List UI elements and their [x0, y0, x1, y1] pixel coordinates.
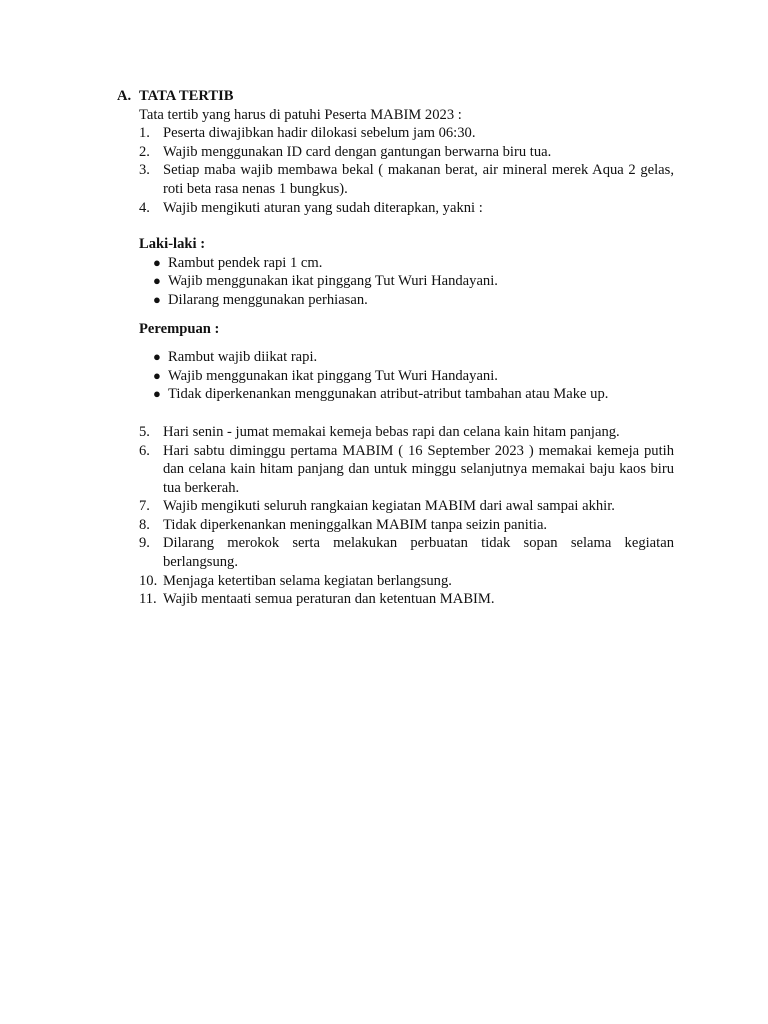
list-item [139, 272, 674, 291]
rule-item [139, 143, 674, 162]
list-item [139, 348, 674, 367]
rule-text: Setiap maba wajib membawa bekal ( makanan berat, air mineral merek Aqua 2 gelas, roti beta rasa nenas 1 bungkus). [163, 162, 674, 197]
list-item [139, 254, 674, 273]
rule-item [139, 516, 674, 535]
list-item [139, 291, 674, 310]
rule-number: 10. [139, 572, 158, 589]
rule-item [139, 497, 674, 516]
rule-number: 3. [139, 162, 150, 179]
section-tata-tertib [117, 87, 674, 609]
list-item-text: Wajib menggunakan ikat pinggang Tut Wuri Handayani. [168, 273, 498, 290]
rule-text: Wajib mengikuti aturan yang sudah diterapkan, yakni : [163, 199, 483, 216]
rule-text: Menjaga ketertiban selama kegiatan berlangsung. [163, 572, 452, 589]
list-item-text: Dilarang menggunakan perhiasan. [168, 291, 368, 308]
female-rules-list [139, 348, 674, 404]
rule-number: 4. [139, 199, 150, 216]
bullet-icon: ● [153, 273, 161, 289]
spacer [117, 404, 674, 423]
rule-text: Hari senin - jumat memakai kemeja bebas rapi dan celana kain hitam panjang. [163, 423, 620, 440]
rule-number: 6. [139, 442, 150, 459]
spacer [117, 217, 674, 235]
rule-item [139, 534, 674, 571]
bullet-icon: ● [153, 367, 161, 383]
bullet-icon: ● [153, 254, 161, 270]
rule-text: Wajib menggunakan ID card dengan gantungan berwarna biru tua. [163, 143, 552, 160]
list-item-text: Rambut pendek rapi 1 cm. [168, 254, 323, 271]
list-item-text: Tidak diperkenankan menggunakan atribut-atribut tambahan atau Make up. [168, 386, 609, 403]
list-item [139, 367, 674, 386]
bullet-icon: ● [153, 349, 161, 365]
spacer [117, 338, 674, 348]
rule-item [139, 590, 674, 609]
list-item [139, 385, 674, 404]
section-title: TATA TERTIB [139, 88, 234, 104]
rules-list-a [139, 124, 674, 217]
rule-number: 5. [139, 423, 150, 440]
rule-number: 7. [139, 498, 150, 515]
rule-item [139, 442, 674, 498]
section-intro: Tata tertib yang harus di patuhi Peserta MABIM 2023 : [139, 106, 462, 123]
list-item-text: Wajib menggunakan ikat pinggang Tut Wuri Handayani. [168, 367, 498, 384]
rule-text: Wajib mentaati semua peraturan dan ketentuan MABIM. [163, 591, 495, 608]
rule-item [139, 199, 674, 218]
rule-text: Tidak diperkenankan meninggalkan MABIM tanpa seizin panitia. [163, 516, 548, 533]
rule-item [139, 124, 674, 143]
rule-number: 11. [139, 591, 157, 608]
rule-number: 9. [139, 535, 150, 552]
rule-text: Wajib mengikuti seluruh rangkaian kegiatan MABIM dari awal sampai akhir. [163, 498, 615, 515]
bullet-icon: ● [153, 291, 161, 307]
rule-item [139, 572, 674, 591]
male-heading: Laki-laki : [139, 236, 206, 253]
bullet-icon: ● [153, 386, 161, 402]
rule-text: Hari sabtu diminggu pertama MABIM ( 16 September 2023 ) memakai kemeja putih dan celana kain hitam panjang dan untuk minggu selanjutnya memakai baju kaos biru tua berkerah. [163, 442, 674, 496]
male-rules-list [139, 254, 674, 310]
list-item-text: Rambut wajib diikat rapi. [168, 349, 318, 366]
section-heading [117, 87, 674, 106]
female-heading: Perempuan : [139, 320, 220, 337]
rule-text: Dilarang merokok serta melakukan perbuatan tidak sopan selama kegiatan berlangsung. [163, 535, 674, 571]
rule-number: 8. [139, 516, 150, 533]
rule-text: Peserta diwajibkan hadir dilokasi sebelum jam 06:30. [163, 125, 476, 142]
rule-item [139, 423, 674, 442]
rule-item [139, 161, 674, 198]
rule-number: 2. [139, 143, 150, 160]
rules-list-b [139, 423, 674, 609]
section-letter: A. [117, 88, 132, 104]
rule-number: 1. [139, 125, 150, 142]
spacer [117, 310, 674, 320]
